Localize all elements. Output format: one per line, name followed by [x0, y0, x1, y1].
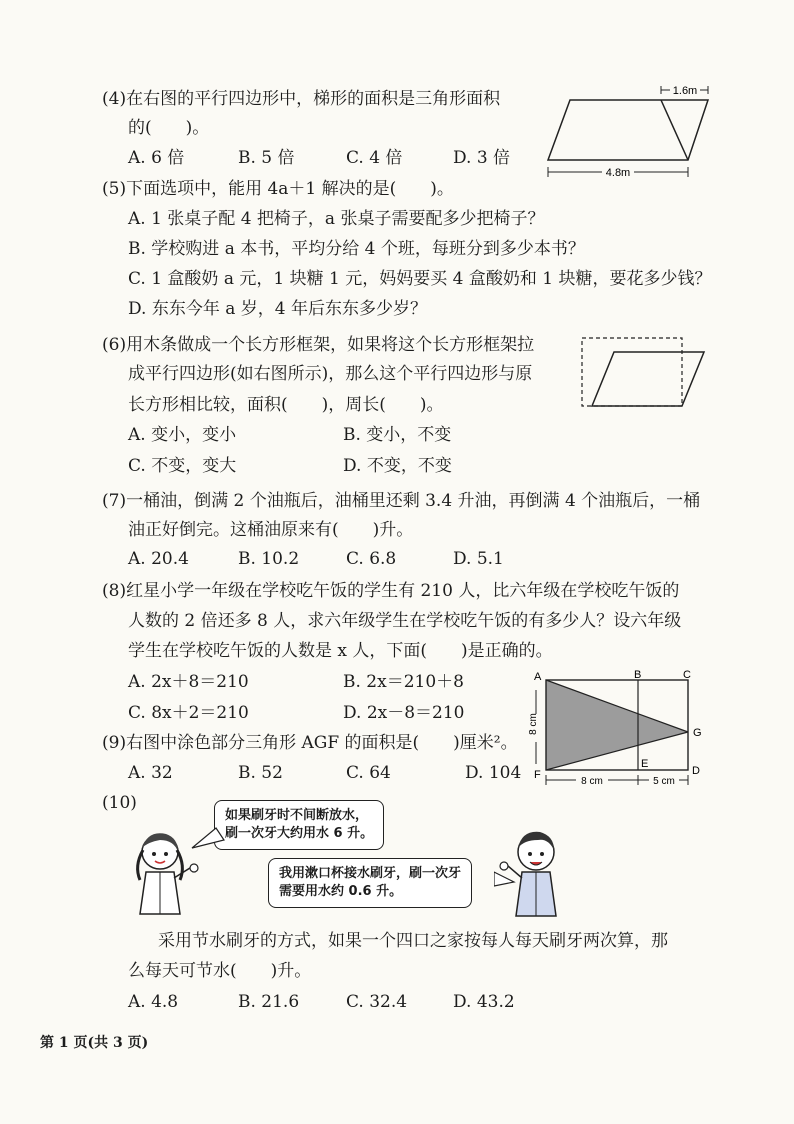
- girl-bubble-tail: [186, 826, 226, 852]
- q8-line1: (8)红星小学一年级在学校吃午饭的学生有 210 人，比六年级在学校吃午饭的: [102, 581, 680, 601]
- q7-option-c[interactable]: C. 6.8: [346, 549, 397, 569]
- q5-option-b[interactable]: B. 学校购进 a 本书，平均分给 4 个班，每班分到多少本书？: [128, 239, 585, 259]
- page-footer: 第 1 页(共 3 页): [40, 1035, 149, 1051]
- q9-option-b[interactable]: B. 52: [238, 763, 283, 783]
- q4-parallelogram-figure: [540, 82, 720, 182]
- q8-option-b[interactable]: B. 2x＝210＋8: [343, 672, 464, 692]
- boy-illustration: [494, 826, 574, 918]
- q5-option-a[interactable]: A. 1 张桌子配 4 把椅子，a 张桌子需要配多少把椅子？: [128, 209, 545, 229]
- girl-bubble-line1: 如果刷牙时不间断放水，: [225, 808, 369, 823]
- q9-option-d[interactable]: D. 104: [465, 763, 522, 783]
- boy-bubble-line2: 需要用水约 0.6 升。: [279, 884, 403, 899]
- q7-option-d[interactable]: D. 5.1: [453, 549, 504, 569]
- q9-triangle-figure: [520, 668, 720, 792]
- q6-option-b[interactable]: B. 变小，不变: [343, 425, 452, 445]
- q4-option-a[interactable]: A. 6 倍: [128, 148, 185, 168]
- q7-line1: (7)一桶油，倒满 2 个油瓶后，油桶里还剩 3.4 升油，再倒满 4 个油瓶后，一桶: [102, 491, 701, 511]
- q9-bottom-dimension-1: 8 cm: [581, 776, 603, 787]
- q9-point-g: G: [693, 727, 702, 739]
- q7-option-b[interactable]: B. 10.2: [238, 549, 300, 569]
- q9-point-d: D: [692, 765, 700, 777]
- q6-line2: 成平行四边形(如右图所示)，那么这个平行四边形与原: [128, 364, 533, 384]
- q4-line2: 的( )。: [128, 118, 210, 138]
- q6-line3: 长方形相比较，面积( )，周长( )。: [128, 395, 444, 415]
- q9-point-b: B: [634, 669, 642, 681]
- q10-option-d[interactable]: D. 43.2: [453, 992, 515, 1012]
- q9-line1: (9)右图中涂色部分三角形 AGF 的面积是( )厘米²。: [102, 733, 518, 753]
- q4-line1: (4)在右图的平行四边形中，梯形的面积是三角形面积: [102, 89, 501, 109]
- q4-option-b[interactable]: B. 5 倍: [238, 148, 295, 168]
- q4-fig-top-label: 1.6m: [672, 85, 698, 97]
- q4-option-c[interactable]: C. 4 倍: [346, 148, 403, 168]
- q4-fig-bottom-label: 4.8m: [605, 167, 631, 179]
- q10-line1: 采用节水刷牙的方式，如果一个四口之家按每人每天刷牙两次算，那: [158, 931, 668, 951]
- q10-label: (10): [102, 793, 137, 813]
- q9-point-e: E: [641, 758, 649, 770]
- q7-option-a[interactable]: A. 20.4: [128, 549, 189, 569]
- q10-option-c[interactable]: C. 32.4: [346, 992, 408, 1012]
- q9-bottom-dimension-2: 5 cm: [653, 776, 675, 787]
- q8-option-a[interactable]: A. 2x＋8＝210: [128, 672, 249, 692]
- q9-option-a[interactable]: A. 32: [128, 763, 173, 783]
- q5-option-d[interactable]: D. 东东今年 a 岁，4 年后东东多少岁？: [128, 299, 427, 319]
- q6-option-d[interactable]: D. 不变，不变: [343, 456, 452, 476]
- q9-left-dimension: 8 cm: [528, 713, 539, 735]
- q7-line2: 油正好倒完。这桶油原来有( )升。: [128, 520, 414, 540]
- q8-line2: 人数的 2 倍还多 8 人，求六年级学生在学校吃午饭的有多少人？设六年级: [128, 611, 682, 631]
- q5-line1: (5)下面选项中，能用 4a＋1 解决的是( )。: [102, 179, 454, 199]
- q8-line3: 学生在学校吃午饭的人数是 x 人，下面( )是正确的。: [128, 641, 553, 661]
- girl-speech-bubble: [214, 800, 384, 850]
- girl-bubble-line2: 刷一次牙大约用水 6 升。: [225, 826, 374, 841]
- q6-rectangle-to-parallelogram-figure: [578, 332, 708, 412]
- q8-option-d[interactable]: D. 2x－8＝210: [343, 703, 465, 723]
- q10-option-a[interactable]: A. 4.8: [128, 992, 179, 1012]
- q5-option-c[interactable]: C. 1 盒酸奶 a 元，1 块糖 1 元，妈妈要买 4 盒酸奶和 1 块糖，要花多少钱？: [128, 269, 712, 289]
- q6-line1: (6)用木条做成一个长方形框架，如果将这个长方形框架拉: [102, 335, 535, 355]
- boy-bubble-line1: 我用漱口杯接水刷牙，刷一次牙: [279, 866, 462, 881]
- q6-option-c[interactable]: C. 不变，变大: [128, 456, 237, 476]
- q9-point-c: C: [683, 669, 691, 681]
- q10-line2: 么每天可节水( )升。: [128, 961, 312, 981]
- q9-point-a: A: [534, 671, 542, 683]
- q9-option-c[interactable]: C. 64: [346, 763, 391, 783]
- q9-point-f: F: [534, 769, 541, 781]
- boy-speech-bubble: [268, 858, 472, 908]
- q8-option-c[interactable]: C. 8x＋2＝210: [128, 703, 249, 723]
- q10-option-b[interactable]: B. 21.6: [238, 992, 300, 1012]
- q4-option-d[interactable]: D. 3 倍: [453, 148, 511, 168]
- q6-option-a[interactable]: A. 变小，变小: [128, 425, 237, 445]
